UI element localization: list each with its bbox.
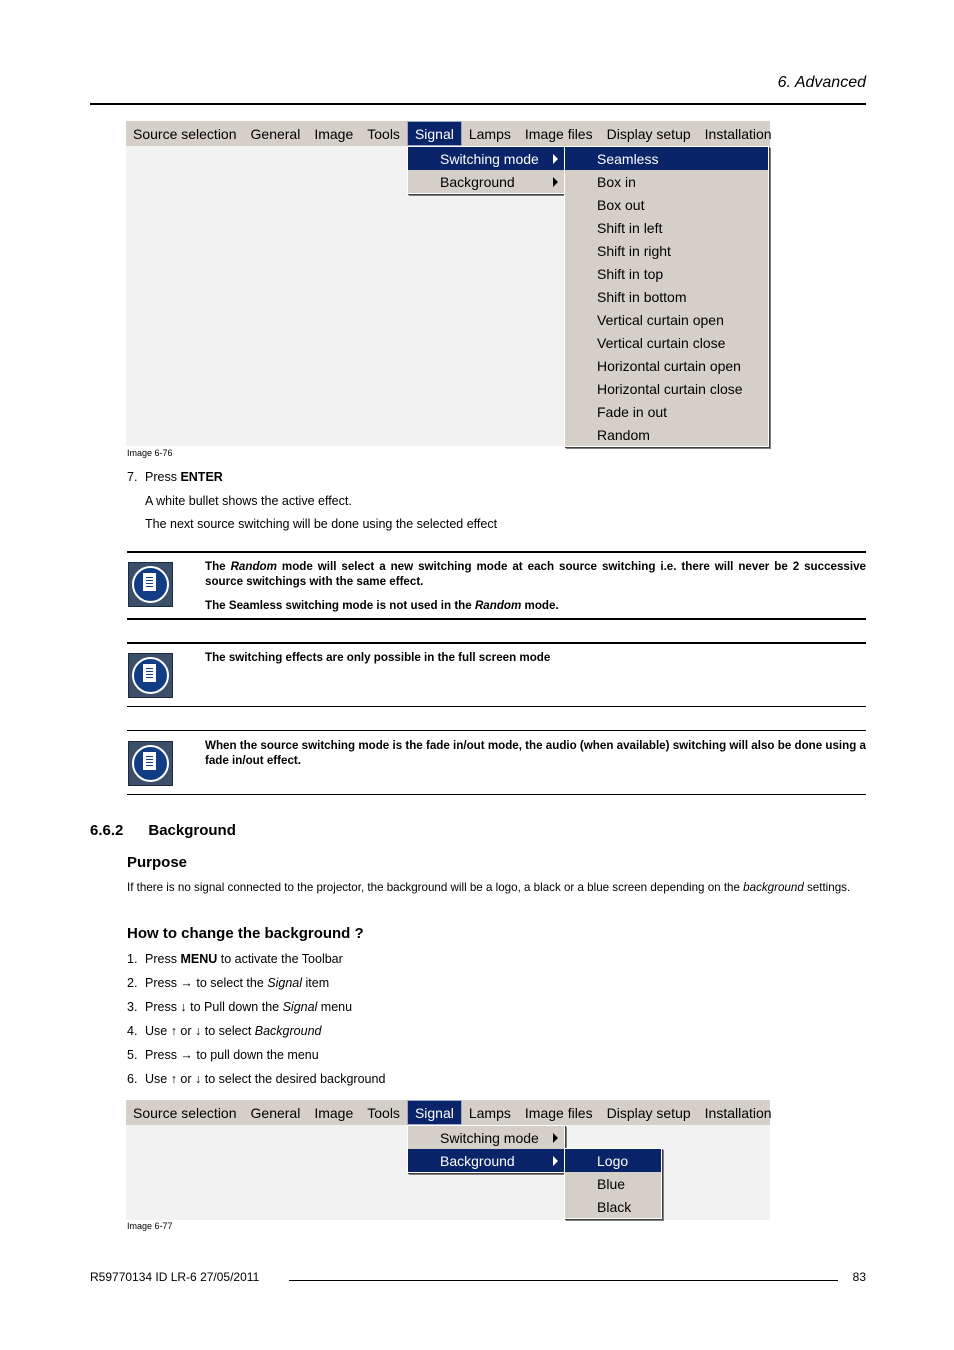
effect-item-shift-in-right[interactable]: Shift in right — [597, 242, 671, 259]
submenu-arrow-icon — [553, 1156, 558, 1166]
page-number: 83 — [852, 1270, 866, 1284]
menubar-item-image[interactable]: Image — [314, 125, 354, 142]
menubar-item-image-files[interactable]: Image files — [524, 1104, 593, 1121]
menubar-item-source-selection[interactable]: Source selection — [133, 125, 237, 142]
procedure-step: 2. Press → to select the Signal item — [127, 976, 330, 990]
footer-rule — [289, 1280, 838, 1281]
effect-item-box-out[interactable]: Box out — [597, 196, 645, 213]
background-options-menu — [564, 1148, 662, 1219]
step-number: 1. — [127, 952, 138, 966]
step-7-detail-1: A white bullet shows the active effect. — [145, 494, 352, 508]
chapter-header: 6. Advanced — [777, 74, 866, 91]
note-random-mode: The Random mode will select a new switching mode at each source switching i.e. there will never be 2 successive source switchings with the same effect. The Seamless switching mode is not used in the Random mode. — [205, 560, 866, 612]
menubar-item-lamps[interactable]: Lamps — [468, 1104, 511, 1121]
effect-item-shift-in-bottom[interactable]: Shift in bottom — [597, 288, 687, 305]
menu-item-label: Switching mode — [440, 150, 539, 167]
menu-item-label: Switching mode — [440, 1129, 539, 1146]
background-item-black[interactable]: Black — [597, 1198, 632, 1215]
section-number: 6.6.2 — [90, 822, 124, 839]
menu-item-background[interactable] — [408, 170, 564, 193]
submenu-arrow-icon — [553, 1133, 558, 1143]
note-icon — [128, 562, 173, 607]
menu-item-switching-mode[interactable] — [408, 147, 564, 170]
menubar-item-signal[interactable]: Signal — [407, 121, 462, 146]
menu-item-switching-mode[interactable] — [408, 1126, 564, 1149]
menu-item-label: Background — [440, 1152, 515, 1169]
menubar-item-display-setup[interactable]: Display setup — [606, 125, 691, 142]
background-item-blue[interactable]: Blue — [597, 1175, 626, 1192]
menubar-item-general[interactable]: General — [250, 125, 301, 142]
menubar-item-display-setup[interactable]: Display setup — [606, 1104, 691, 1121]
effect-item-horizontal-curtain-open[interactable]: Horizontal curtain open — [597, 357, 741, 374]
effect-item-seamless[interactable]: Seamless — [565, 147, 768, 170]
menubar-item-image[interactable]: Image — [314, 1104, 354, 1121]
menubar-item-general[interactable]: General — [250, 1104, 301, 1121]
purpose-paragraph: If there is no signal connected to the projector, the background will be a logo, a black or a blue screen depending on the background settings. — [127, 881, 851, 894]
menubar-item-tools[interactable]: Tools — [367, 1104, 400, 1121]
submenu-arrow-icon — [553, 154, 558, 164]
menubar-item-installation[interactable]: Installation — [704, 125, 772, 142]
figure-signal-switching-mode — [126, 121, 770, 446]
menubar-item-source-selection[interactable]: Source selection — [133, 1104, 237, 1121]
purpose-heading: Purpose — [127, 854, 188, 871]
figure-caption: Image 6-76 — [127, 448, 173, 458]
effect-item-shift-in-top[interactable]: Shift in top — [597, 265, 664, 282]
menu-item-background[interactable] — [408, 1149, 564, 1172]
note-rule-top — [127, 551, 866, 553]
procedure-step: 5. Press → to pull down the menu — [127, 1048, 319, 1062]
effect-item-fade-in-out[interactable]: Fade in out — [597, 403, 668, 420]
footer-doc-id: R59770134 ID LR-6 27/05/2011 — [90, 1270, 260, 1284]
section-heading — [90, 822, 236, 839]
submenu-arrow-icon — [553, 177, 558, 187]
menu-item-label: Background — [440, 173, 515, 190]
menu-toolbar — [126, 1100, 770, 1125]
figure-signal-background — [126, 1100, 770, 1220]
effect-item-shift-in-left[interactable]: Shift in left — [597, 219, 663, 236]
procedure-step: 4. Use ↑ or ↓ to select Background — [127, 1024, 322, 1038]
note-icon — [128, 741, 173, 786]
effect-item-vertical-curtain-close[interactable]: Vertical curtain close — [597, 334, 726, 351]
menubar-item-tools[interactable]: Tools — [367, 125, 400, 142]
section-title: Background — [148, 822, 236, 839]
switching-effects-menu — [564, 146, 769, 447]
step-number: 3. — [127, 1000, 138, 1014]
procedure-step: 1. Press MENU to activate the Toolbar — [127, 952, 343, 966]
step-text: Press — [145, 470, 181, 484]
step-number: 7. — [127, 470, 138, 484]
step-number: 2. — [127, 976, 138, 990]
figure-caption: Image 6-77 — [127, 1221, 173, 1231]
menubar-item-image-files[interactable]: Image files — [524, 125, 593, 142]
background-item-logo[interactable]: Logo — [565, 1149, 661, 1172]
effect-item-vertical-curtain-open[interactable]: Vertical curtain open — [597, 311, 724, 328]
menubar-item-installation[interactable]: Installation — [704, 1104, 772, 1121]
step-7-detail-2: The next source switching will be done using the selected effect — [145, 517, 498, 531]
key-name: ENTER — [180, 470, 223, 484]
menubar-item-signal[interactable]: Signal — [407, 1100, 462, 1125]
note-rule-bottom — [127, 706, 866, 707]
menu-toolbar — [126, 121, 770, 146]
signal-submenu — [407, 1125, 565, 1173]
howto-heading: How to change the background ? — [127, 925, 364, 942]
step-number: 5. — [127, 1048, 138, 1062]
effect-item-random[interactable]: Random — [597, 426, 650, 443]
step-number: 4. — [127, 1024, 138, 1038]
header-rule — [90, 103, 866, 105]
note-icon — [128, 653, 173, 698]
note-full-screen: The switching effects are only possible in the full screen mode — [205, 651, 551, 664]
note-rule-top — [127, 730, 866, 731]
effect-item-horizontal-curtain-close[interactable]: Horizontal curtain close — [597, 380, 743, 397]
menubar-item-lamps[interactable]: Lamps — [468, 125, 511, 142]
signal-submenu — [407, 146, 565, 194]
note-rule-bottom — [127, 618, 866, 620]
procedure-step: 6. Use ↑ or ↓ to select the desired background — [127, 1072, 386, 1086]
step-7 — [127, 470, 223, 484]
effect-item-box-in[interactable]: Box in — [597, 173, 636, 190]
note-rule-bottom — [127, 794, 866, 795]
procedure-step: 3. Press ↓ to Pull down the Signal menu — [127, 1000, 353, 1014]
note-rule-top — [127, 642, 866, 644]
note-fade-audio: When the source switching mode is the fade in/out mode, the audio (when available) switching will also be done using a fade in/out effect. — [205, 739, 866, 767]
step-number: 6. — [127, 1072, 138, 1086]
